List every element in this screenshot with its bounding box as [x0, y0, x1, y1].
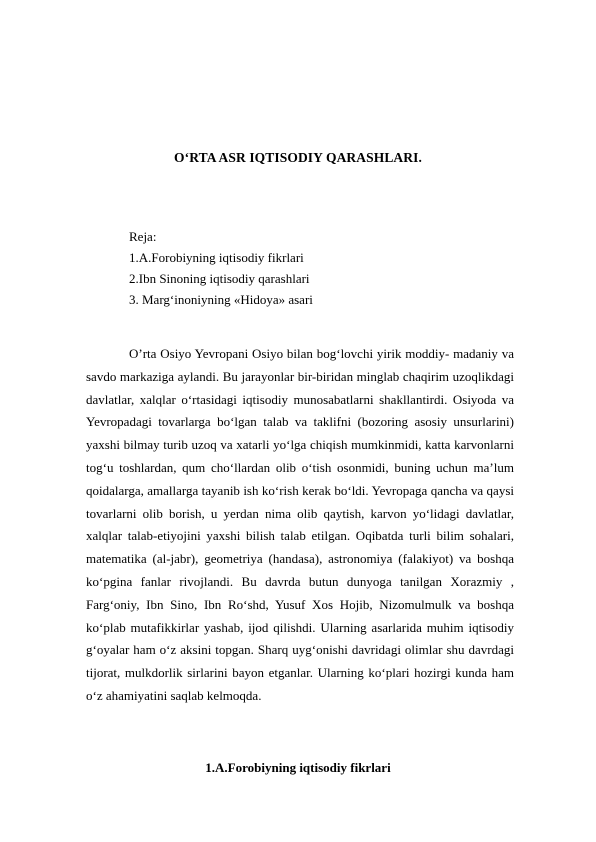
- plan-item: 2.Ibn Sinoning iqtisodiy qarashlari: [129, 271, 310, 286]
- section-heading: 1.A.Forobiyning iqtisodiy fikrlari: [205, 760, 391, 775]
- intro-paragraph: O’rta Osiyo Yevropani Osiyo bilan bog‘lovchi yirik moddiy- madaniy va savdo markaziga aylandi. Bu jarayonlar bir-biridan minglab chaqirim uzoqlikdagi davlatlar, xalqlar o‘rtasidagi iqtisodiy munosabatlarni shakllantirdi. Osiyoda va Yevropadagi tovarlarga bo‘lgan talab va taklifni (bozoring asosiy unsurlarini) yaxshi bilmay turib uzoq va xatarli yo‘lga chiqish mumkinmidi, katta karvonlarni tog‘u toshlardan, qum cho‘llardan olib o‘tish osonmidi, buning uchun ma’lum qoidalarga, amallarga tayanib ish ko‘rish kerak bo‘ldi. Yevropaga qancha va qaysi tovarlarni olib borish, u yerdan nima olib qaytish, karvon yo‘lidagi davlatlar, xalqlar talab-etiyojini yaxshi bilish talab etilgan. Oqibatda turli bilim sohalari, matematika (al-jabr), geometriya (handasa), astronomiya (falakiyot) va boshqa ko‘pgina fanlar rivojlandi. Bu davrda butun dunyoga tanilgan Xorazmiy , Farg‘oniy, Ibn Sino, Ibn Ro‘shd, Yusuf Xos Hojib, Nizomulmulk va boshqa ko‘plab mutafikkirlar yashab, ijod qilishdi. Ularning asarlarida muhim iqtisodiy g‘oyalar ham o‘z aksini topgan. Sharq uyg‘onishi davridagi olimlar shu davrdagi tijorat, mulkdorlik sirlarini bayon etganlar. Ularning ko‘plari hozirgi kunda ham o‘z ahamiyatini saqlab kelmoqda.: [86, 346, 514, 703]
- plan-list: [129, 226, 313, 310]
- body-text: [86, 343, 514, 708]
- plan-item: 1.A.Forobiyning iqtisodiy fikrlari: [129, 250, 304, 265]
- plan-heading: Reja:: [129, 229, 157, 244]
- plan-item: 3. Marg‘inoniyning «Hidoya» asari: [129, 292, 313, 307]
- document-title: O‘RTA ASR IQTISODIY QARASHLARI.: [174, 150, 422, 165]
